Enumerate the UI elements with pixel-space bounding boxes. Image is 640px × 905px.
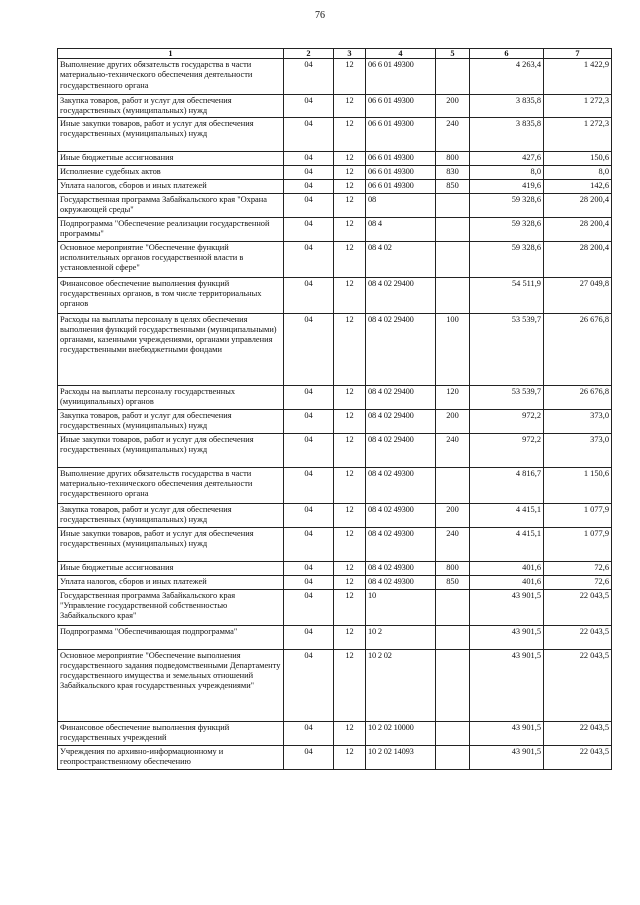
- column-header-subsection: 3: [334, 49, 366, 59]
- row-amount-2-cell: 1 272,3: [544, 117, 612, 151]
- row-section-cell: 04: [284, 625, 334, 649]
- row-subsection-cell: 12: [334, 277, 366, 313]
- row-name-cell: Иные бюджетные ассигнования: [58, 151, 284, 165]
- row-amount-2-cell: 22 043,5: [544, 745, 612, 769]
- row-section-cell: 04: [284, 313, 334, 385]
- table-row: [58, 649, 612, 721]
- row-subsection-cell: 12: [334, 217, 366, 241]
- table-row: [58, 575, 612, 589]
- row-amount-1-cell: 3 835,8: [470, 95, 544, 118]
- table-row: [58, 409, 612, 433]
- row-subsection-cell: 12: [334, 385, 366, 409]
- row-section-cell: 04: [284, 503, 334, 527]
- row-subsection-cell: 12: [334, 649, 366, 721]
- row-subsection-cell: 12: [334, 117, 366, 151]
- row-name-cell: Основное мероприятие "Обеспечение выполнения государственного задания подведомственными Департаменту государственного имущества и земельных отношений Забайкальского края государственных учреждениями": [58, 649, 284, 721]
- row-target-article-cell: 08 4 02 49300: [366, 561, 436, 575]
- row-subsection-cell: 12: [334, 241, 366, 277]
- row-amount-1-cell: 54 511,9: [470, 277, 544, 313]
- row-amount-2-cell: 28 200,4: [544, 193, 612, 217]
- row-subsection-cell: 12: [334, 165, 366, 179]
- row-subsection-cell: 12: [334, 59, 366, 95]
- row-amount-2-cell: 1 077,9: [544, 527, 612, 561]
- row-expense-type-cell: [436, 721, 470, 745]
- row-amount-2-cell: 27 049,8: [544, 277, 612, 313]
- table-row: [58, 117, 612, 151]
- column-header-amount-2: 7: [544, 49, 612, 59]
- row-name-cell: Подпрограмма "Обеспечение реализации государственной программы": [58, 217, 284, 241]
- row-subsection-cell: 12: [334, 527, 366, 561]
- row-expense-type-cell: [436, 241, 470, 277]
- row-subsection-cell: 12: [334, 95, 366, 118]
- row-target-article-cell: 08 4 02 49300: [366, 527, 436, 561]
- row-target-article-cell: 08 4 02 29400: [366, 277, 436, 313]
- row-amount-1-cell: 43 901,5: [470, 721, 544, 745]
- row-amount-2-cell: 22 043,5: [544, 721, 612, 745]
- row-target-article-cell: 10 2: [366, 625, 436, 649]
- row-expense-type-cell: 100: [436, 313, 470, 385]
- row-amount-2-cell: 1 422,9: [544, 59, 612, 95]
- row-section-cell: 04: [284, 117, 334, 151]
- row-amount-1-cell: 43 901,5: [470, 589, 544, 625]
- row-expense-type-cell: 850: [436, 575, 470, 589]
- row-amount-1-cell: 427,6: [470, 151, 544, 165]
- row-target-article-cell: 08 4 02 29400: [366, 433, 436, 467]
- row-target-article-cell: 10 2 02 10000: [366, 721, 436, 745]
- row-name-cell: Учреждения по архивно-информационному и геопространственному обеспечению: [58, 745, 284, 769]
- row-name-cell: Финансовое обеспечение выполнения функций государственных учреждений: [58, 721, 284, 745]
- row-amount-2-cell: 26 676,8: [544, 385, 612, 409]
- row-name-cell: Государственная программа Забайкальского края "Управление государственной собственностью Забайкальского края": [58, 589, 284, 625]
- row-expense-type-cell: [436, 217, 470, 241]
- row-section-cell: 04: [284, 649, 334, 721]
- row-expense-type-cell: 240: [436, 527, 470, 561]
- row-expense-type-cell: [436, 193, 470, 217]
- row-amount-2-cell: 1 077,9: [544, 503, 612, 527]
- row-expense-type-cell: [436, 649, 470, 721]
- row-amount-2-cell: 22 043,5: [544, 625, 612, 649]
- row-subsection-cell: 12: [334, 193, 366, 217]
- row-section-cell: 04: [284, 409, 334, 433]
- row-target-article-cell: 08: [366, 193, 436, 217]
- row-section-cell: 04: [284, 165, 334, 179]
- row-name-cell: Закупка товаров, работ и услуг для обеспечения государственных (муниципальных) нужд: [58, 409, 284, 433]
- table-row: [58, 467, 612, 503]
- row-expense-type-cell: [436, 59, 470, 95]
- column-header-amount-1: 6: [470, 49, 544, 59]
- table-row: [58, 193, 612, 217]
- row-target-article-cell: 08 4 02 49300: [366, 575, 436, 589]
- row-amount-2-cell: 142,6: [544, 179, 612, 193]
- row-amount-1-cell: 59 328,6: [470, 217, 544, 241]
- row-target-article-cell: 08 4 02 29400: [366, 409, 436, 433]
- row-amount-2-cell: 373,0: [544, 433, 612, 467]
- row-subsection-cell: 12: [334, 409, 366, 433]
- row-amount-1-cell: 43 901,5: [470, 649, 544, 721]
- row-target-article-cell: 06 6 01 49300: [366, 59, 436, 95]
- row-amount-2-cell: 150,6: [544, 151, 612, 165]
- table-row: [58, 589, 612, 625]
- row-amount-1-cell: 972,2: [470, 409, 544, 433]
- row-subsection-cell: 12: [334, 589, 366, 625]
- row-amount-2-cell: 1 272,3: [544, 95, 612, 118]
- row-amount-1-cell: 59 328,6: [470, 241, 544, 277]
- row-section-cell: 04: [284, 59, 334, 95]
- row-subsection-cell: 12: [334, 575, 366, 589]
- table-row: [58, 385, 612, 409]
- table-body: [58, 59, 612, 770]
- table-header-row: [58, 49, 612, 59]
- row-expense-type-cell: [436, 467, 470, 503]
- row-section-cell: 04: [284, 179, 334, 193]
- row-name-cell: Основное мероприятие "Обеспечение функций исполнительных органов государственной власти в установленной сфере": [58, 241, 284, 277]
- row-subsection-cell: 12: [334, 745, 366, 769]
- table-row: [58, 151, 612, 165]
- table-row: [58, 165, 612, 179]
- row-amount-2-cell: 72,6: [544, 561, 612, 575]
- row-expense-type-cell: 120: [436, 385, 470, 409]
- table-row: [58, 217, 612, 241]
- row-section-cell: 04: [284, 721, 334, 745]
- row-expense-type-cell: 800: [436, 561, 470, 575]
- row-target-article-cell: 08 4 02 29400: [366, 313, 436, 385]
- row-section-cell: 04: [284, 561, 334, 575]
- row-target-article-cell: 06 6 01 49300: [366, 95, 436, 118]
- column-header-target-article: 4: [366, 49, 436, 59]
- row-amount-1-cell: 43 901,5: [470, 745, 544, 769]
- row-section-cell: 04: [284, 527, 334, 561]
- row-target-article-cell: 08 4 02 29400: [366, 385, 436, 409]
- row-section-cell: 04: [284, 589, 334, 625]
- table-row: [58, 179, 612, 193]
- table-row: [58, 95, 612, 118]
- row-target-article-cell: 08 4 02 49300: [366, 467, 436, 503]
- table-row: [58, 59, 612, 95]
- row-amount-2-cell: 22 043,5: [544, 589, 612, 625]
- table-row: [58, 527, 612, 561]
- row-target-article-cell: 06 6 01 49300: [366, 165, 436, 179]
- row-section-cell: 04: [284, 151, 334, 165]
- row-expense-type-cell: 240: [436, 433, 470, 467]
- row-amount-2-cell: 26 676,8: [544, 313, 612, 385]
- table-row: [58, 745, 612, 769]
- row-name-cell: Иные закупки товаров, работ и услуг для обеспечения государственных (муниципальных) нужд: [58, 117, 284, 151]
- row-target-article-cell: 08 4: [366, 217, 436, 241]
- row-section-cell: 04: [284, 433, 334, 467]
- table-row: [58, 625, 612, 649]
- row-section-cell: 04: [284, 193, 334, 217]
- row-target-article-cell: 08 4 02: [366, 241, 436, 277]
- row-amount-1-cell: 401,6: [470, 575, 544, 589]
- row-subsection-cell: 12: [334, 313, 366, 385]
- table-row: [58, 721, 612, 745]
- row-name-cell: Подпрограмма "Обеспечивающая подпрограмма": [58, 625, 284, 649]
- row-section-cell: 04: [284, 385, 334, 409]
- column-header-expense-type: 5: [436, 49, 470, 59]
- row-name-cell: Выполнение других обязательств государства в части материально-технического обеспечения деятельности государственного органа: [58, 467, 284, 503]
- row-name-cell: Уплата налогов, сборов и иных платежей: [58, 575, 284, 589]
- row-subsection-cell: 12: [334, 503, 366, 527]
- row-amount-2-cell: 8,0: [544, 165, 612, 179]
- row-expense-type-cell: 800: [436, 151, 470, 165]
- row-amount-2-cell: 28 200,4: [544, 217, 612, 241]
- row-expense-type-cell: 200: [436, 95, 470, 118]
- row-target-article-cell: 08 4 02 49300: [366, 503, 436, 527]
- row-section-cell: 04: [284, 217, 334, 241]
- row-amount-1-cell: 3 835,8: [470, 117, 544, 151]
- row-expense-type-cell: [436, 277, 470, 313]
- row-subsection-cell: 12: [334, 561, 366, 575]
- table-row: [58, 503, 612, 527]
- row-amount-1-cell: 4 263,4: [470, 59, 544, 95]
- row-name-cell: Иные закупки товаров, работ и услуг для обеспечения государственных (муниципальных) нужд: [58, 527, 284, 561]
- row-expense-type-cell: [436, 625, 470, 649]
- row-amount-1-cell: 4 415,1: [470, 527, 544, 561]
- row-amount-2-cell: 28 200,4: [544, 241, 612, 277]
- row-expense-type-cell: 240: [436, 117, 470, 151]
- row-section-cell: 04: [284, 745, 334, 769]
- row-expense-type-cell: [436, 745, 470, 769]
- row-amount-1-cell: 972,2: [470, 433, 544, 467]
- row-target-article-cell: 10: [366, 589, 436, 625]
- row-section-cell: 04: [284, 95, 334, 118]
- row-amount-1-cell: 401,6: [470, 561, 544, 575]
- row-amount-1-cell: 8,0: [470, 165, 544, 179]
- row-expense-type-cell: 200: [436, 503, 470, 527]
- row-expense-type-cell: 830: [436, 165, 470, 179]
- row-expense-type-cell: 850: [436, 179, 470, 193]
- row-name-cell: Закупка товаров, работ и услуг для обеспечения государственных (муниципальных) нужд: [58, 503, 284, 527]
- row-name-cell: Выполнение других обязательств государства в части материально-технического обеспечения деятельности государственного органа: [58, 59, 284, 95]
- row-section-cell: 04: [284, 241, 334, 277]
- row-subsection-cell: 12: [334, 151, 366, 165]
- row-target-article-cell: 06 6 01 49300: [366, 117, 436, 151]
- row-target-article-cell: 10 2 02 14093: [366, 745, 436, 769]
- row-amount-1-cell: 4 415,1: [470, 503, 544, 527]
- row-target-article-cell: 06 6 01 49300: [366, 151, 436, 165]
- row-amount-2-cell: 72,6: [544, 575, 612, 589]
- row-section-cell: 04: [284, 277, 334, 313]
- row-subsection-cell: 12: [334, 625, 366, 649]
- row-name-cell: Исполнение судебных актов: [58, 165, 284, 179]
- row-name-cell: Расходы на выплаты персоналу государственных (муниципальных) органов: [58, 385, 284, 409]
- page-number: 76: [315, 10, 325, 21]
- table-row: [58, 241, 612, 277]
- row-name-cell: Уплата налогов, сборов и иных платежей: [58, 179, 284, 193]
- row-target-article-cell: 10 2 02: [366, 649, 436, 721]
- column-header-section: 2: [284, 49, 334, 59]
- row-expense-type-cell: [436, 589, 470, 625]
- row-section-cell: 04: [284, 575, 334, 589]
- row-name-cell: Государственная программа Забайкальского края "Охрана окружающей среды": [58, 193, 284, 217]
- row-name-cell: Закупка товаров, работ и услуг для обеспечения государственных (муниципальных) нужд: [58, 95, 284, 118]
- table-row: [58, 277, 612, 313]
- row-name-cell: Расходы на выплаты персоналу в целях обеспечения выполнения функций государственными (муниципальными) органами, казенными учреждениями, органами управления государственными внебюджетными фондами: [58, 313, 284, 385]
- row-amount-1-cell: 43 901,5: [470, 625, 544, 649]
- row-subsection-cell: 12: [334, 179, 366, 193]
- column-header-name: 1: [58, 49, 284, 59]
- row-amount-1-cell: 53 539,7: [470, 385, 544, 409]
- row-amount-2-cell: 1 150,6: [544, 467, 612, 503]
- row-amount-2-cell: 22 043,5: [544, 649, 612, 721]
- table-row: [58, 313, 612, 385]
- row-name-cell: Иные закупки товаров, работ и услуг для обеспечения государственных (муниципальных) нужд: [58, 433, 284, 467]
- row-amount-2-cell: 373,0: [544, 409, 612, 433]
- row-amount-1-cell: 53 539,7: [470, 313, 544, 385]
- row-amount-1-cell: 419,6: [470, 179, 544, 193]
- row-subsection-cell: 12: [334, 721, 366, 745]
- table-row: [58, 433, 612, 467]
- row-subsection-cell: 12: [334, 433, 366, 467]
- row-section-cell: 04: [284, 467, 334, 503]
- row-name-cell: Финансовое обеспечение выполнения функций государственных органов, в том числе территориальных органов: [58, 277, 284, 313]
- row-expense-type-cell: 200: [436, 409, 470, 433]
- budget-table: [57, 48, 612, 770]
- row-target-article-cell: 06 6 01 49300: [366, 179, 436, 193]
- table-row: [58, 561, 612, 575]
- row-amount-1-cell: 4 816,7: [470, 467, 544, 503]
- row-amount-1-cell: 59 328,6: [470, 193, 544, 217]
- row-name-cell: Иные бюджетные ассигнования: [58, 561, 284, 575]
- row-subsection-cell: 12: [334, 467, 366, 503]
